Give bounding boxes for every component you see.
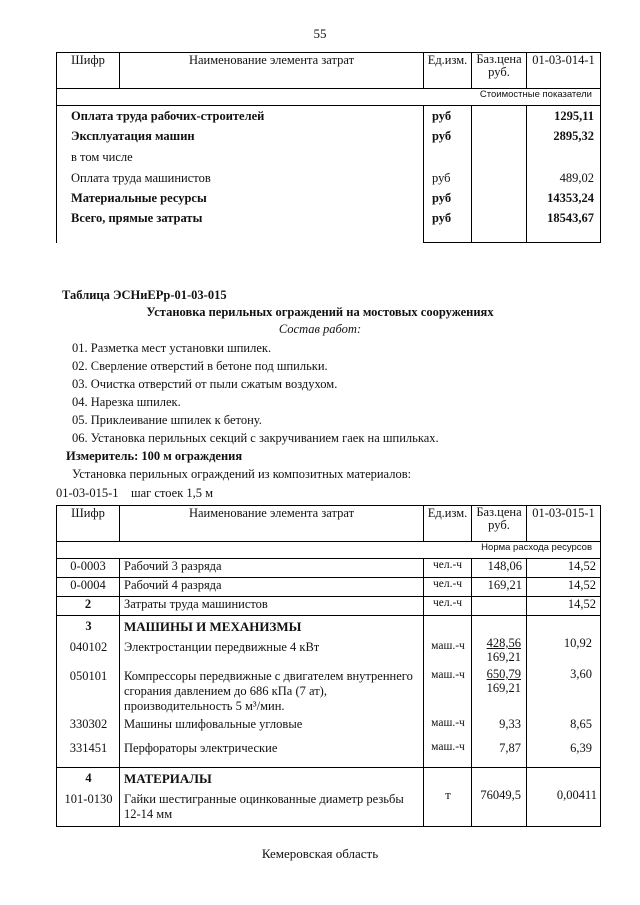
row-code: 050101 xyxy=(69,669,108,683)
page-number: 55 xyxy=(313,26,327,41)
row-code: 0-0003 xyxy=(57,559,120,578)
header-ref: 01-03-015-1 xyxy=(527,506,601,542)
table-row xyxy=(57,559,601,578)
row-unit: руб xyxy=(432,129,452,143)
row-unit: маш.-ч xyxy=(431,669,465,681)
row-price-machinist: 169,21 xyxy=(486,681,521,695)
row-name: МАТЕРИАЛЫ xyxy=(124,771,212,786)
row-code: 3 xyxy=(85,619,92,633)
row-price xyxy=(472,597,527,616)
row-unit: чел.-ч xyxy=(424,597,472,616)
table-row xyxy=(57,597,601,616)
row-name: Эксплуатация машин xyxy=(71,129,195,143)
work-item: 01. Разметка мест установки шпилек. xyxy=(72,341,272,355)
row-unit: чел.-ч xyxy=(424,578,472,597)
header-unit: Ед.изм. xyxy=(424,53,472,89)
table1-body xyxy=(57,106,423,242)
row-value: 14,52 xyxy=(527,597,601,616)
table-title: Таблица ЭСНиЕРр-01-03-015 xyxy=(62,288,227,302)
row-value: 14,52 xyxy=(527,578,601,597)
cost-table-2 xyxy=(56,505,601,827)
materials-block xyxy=(57,768,601,827)
header-code: Шифр xyxy=(57,506,120,542)
table1-value-col xyxy=(527,106,600,242)
meter: Измеритель: 100 м ограждения xyxy=(66,449,243,463)
table-row xyxy=(57,578,601,597)
row-name: Рабочий 4 разряда xyxy=(120,578,424,597)
install-desc: Установка перильных ограждений из композитных материалов: xyxy=(72,467,412,481)
row-name: Машины шлифовальные угловые xyxy=(124,717,303,731)
row-price: 76049,5 xyxy=(480,788,521,802)
row-value: 6,39 xyxy=(570,741,592,755)
section-label: Норма расхода ресурсов xyxy=(57,542,601,559)
header-name: Наименование элемента затрат xyxy=(120,506,424,542)
row-name: Электростанции передвижные 4 кВт xyxy=(124,640,320,654)
row-name: Материальные ресурсы xyxy=(71,191,207,205)
row-name: Оплата труда машинистов xyxy=(71,171,211,185)
header-base-price: Баз.цена руб. xyxy=(472,53,527,89)
row-value: 1295,11 xyxy=(554,109,594,123)
row-unit: чел.-ч xyxy=(424,559,472,578)
composition-label: Состав работ: xyxy=(278,322,362,336)
row-code: 040102 xyxy=(69,640,108,654)
row-value: 18543,67 xyxy=(547,211,594,225)
row-value: 2895,32 xyxy=(553,129,594,143)
row-code: 4 xyxy=(85,771,92,785)
row-code: 331451 xyxy=(69,741,108,755)
footer-region: Кемеровская область xyxy=(261,846,379,861)
header-base-price: Баз.цена руб. xyxy=(472,506,527,542)
row-unit: руб xyxy=(432,171,451,185)
row-value: 3,60 xyxy=(570,667,592,681)
cost-table-1 xyxy=(56,52,601,243)
work-item: 03. Очистка отверстий от пыли сжатым воздухом. xyxy=(72,377,338,391)
row-name: МАШИНЫ И МЕХАНИЗМЫ xyxy=(124,619,302,634)
row-price: 148,06 xyxy=(472,559,527,578)
row-unit: руб xyxy=(432,211,452,225)
row-value: 0,00411 xyxy=(556,788,597,802)
variant: 01-03-015-1 шаг стоек 1,5 м xyxy=(56,486,214,500)
section-label: Стоимостные показатели xyxy=(57,89,601,106)
header-code: Шифр xyxy=(57,53,120,89)
row-value: 14,52 xyxy=(527,559,601,578)
row-unit: маш.-ч xyxy=(431,741,465,753)
row-price-machinist: 169,21 xyxy=(486,650,521,664)
work-item: 05. Приклеивание шпилек к бетону. xyxy=(72,413,262,427)
row-unit: т xyxy=(445,788,451,802)
row-name: Затраты труда машинистов xyxy=(120,597,424,616)
section-title: Установка перильных ограждений на мостовых сооружениях xyxy=(146,305,494,319)
machines-block xyxy=(57,616,601,768)
row-price: 650,79 xyxy=(486,667,521,681)
work-item: 04. Нарезка шпилек. xyxy=(72,395,181,409)
row-code: 330302 xyxy=(69,717,108,731)
row-name: Гайки шестигранные оцинкованные диаметр резьбы 12-14 мм xyxy=(124,792,404,821)
row-value: 8,65 xyxy=(570,717,592,731)
row-price: 9,33 xyxy=(499,717,521,731)
row-unit: руб xyxy=(432,109,452,123)
row-name: Оплата труда рабочих-строителей xyxy=(71,109,265,123)
row-name: Перфораторы электрические xyxy=(124,741,278,755)
row-value: 10,92 xyxy=(563,636,592,650)
header-unit: Ед.изм. xyxy=(424,506,472,542)
row-code: 2 xyxy=(57,597,120,616)
header-ref: 01-03-014-1 xyxy=(527,53,601,89)
row-price: 7,87 xyxy=(499,741,521,755)
header-name: Наименование элемента затрат xyxy=(120,53,424,89)
row-unit: маш.-ч xyxy=(431,640,465,652)
row-name: Всего, прямые затраты xyxy=(71,211,203,225)
row-code: 0-0004 xyxy=(57,578,120,597)
row-value: 14353,24 xyxy=(547,191,594,205)
work-item: 06. Установка перильных секций с закручиванием гаек на шпильках. xyxy=(72,431,439,445)
row-name: Компрессоры передвижные с двигателем внутреннего сгорания давлением до 686 кПа (7 ат), производительность 5 м³/мин. xyxy=(124,669,413,713)
row-code: 101-0130 xyxy=(64,792,113,806)
row-price: 169,21 xyxy=(472,578,527,597)
row-name: Рабочий 3 разряда xyxy=(120,559,424,578)
work-item: 02. Сверление отверстий в бетоне под шпильки. xyxy=(72,359,328,373)
row-unit: руб xyxy=(432,191,452,205)
table1-unit-col xyxy=(424,106,471,242)
row-value: 489,02 xyxy=(559,171,594,185)
row-price: 428,56 xyxy=(486,636,521,650)
row-unit: маш.-ч xyxy=(431,717,465,729)
row-name: в том числе xyxy=(71,150,133,164)
